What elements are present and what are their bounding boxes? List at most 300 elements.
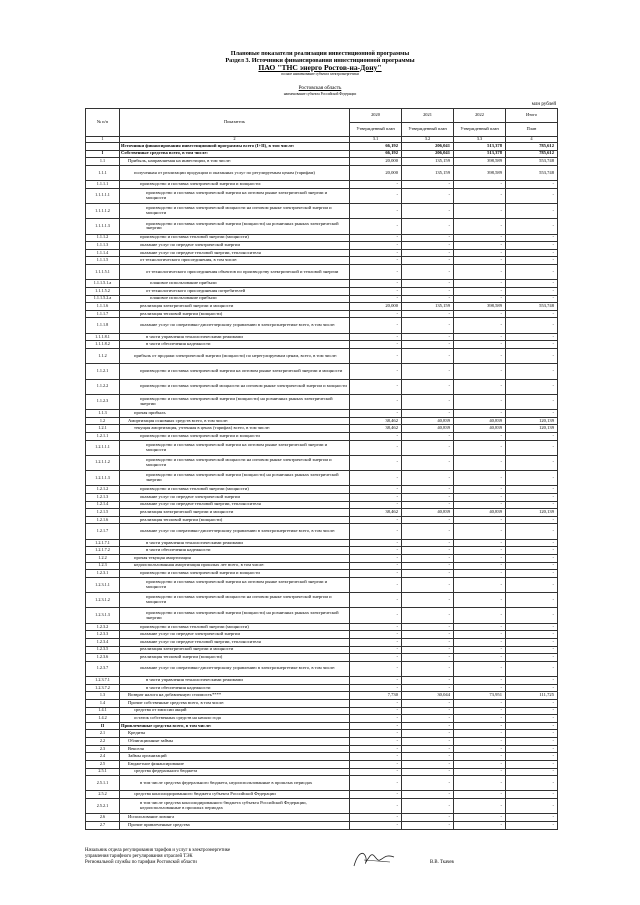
row-value: -: [506, 631, 558, 639]
row-indicator: средства федерального бюджета: [120, 768, 350, 776]
row-value: -: [506, 684, 558, 692]
table-row: [86, 654, 558, 662]
row-value: -: [402, 493, 454, 501]
table-row: [86, 570, 558, 578]
row-indicator: прочая прибыль: [120, 410, 350, 418]
row-value: -: [506, 814, 558, 822]
row-value: -: [506, 623, 558, 631]
row-value: 553,748: [506, 165, 558, 180]
row-value: 553,748: [506, 158, 558, 166]
row-number: 1.2.3.1.2: [86, 593, 120, 608]
row-value: -: [350, 646, 402, 654]
row-value: -: [402, 539, 454, 547]
row-value: -: [402, 577, 454, 592]
row-indicator: производство и поставка электрической энергии и мощности:: [120, 181, 350, 189]
row-value: -: [506, 821, 558, 829]
row-value: 111,725: [506, 692, 558, 700]
row-number: 1.2.3.2: [86, 623, 120, 631]
row-value: -: [454, 493, 506, 501]
row-value: -: [506, 181, 558, 189]
row-value: -: [506, 753, 558, 761]
row-value: -: [454, 562, 506, 570]
row-value: -: [454, 791, 506, 799]
row-indicator: плановое использование прибыли: [120, 280, 350, 288]
row-number: 1.1.1.2: [86, 234, 120, 242]
row-indicator: Возврат налога на добавленную стоимость****: [120, 692, 350, 700]
row-number: 1.2: [86, 417, 120, 425]
row-value: -: [350, 562, 402, 570]
row-value: 206,041: [402, 150, 454, 158]
row-value: -: [350, 638, 402, 646]
row-number: 1.2.1.3: [86, 493, 120, 501]
row-number: 1.1.2.2: [86, 379, 120, 394]
row-value: -: [506, 249, 558, 257]
row-value: -: [454, 593, 506, 608]
header-year-2020: 2020: [350, 109, 402, 123]
row-value: -: [506, 661, 558, 676]
row-value: -: [402, 638, 454, 646]
row-value: -: [402, 715, 454, 723]
row-number: 1.1.1.4: [86, 249, 120, 257]
table-row: [86, 287, 558, 295]
table-row: [86, 753, 558, 761]
row-value: -: [402, 684, 454, 692]
row-number: 1.2.3: [86, 562, 120, 570]
table-row: [86, 417, 558, 425]
row-value: -: [454, 577, 506, 592]
row-value: -: [350, 219, 402, 234]
table-row: [86, 760, 558, 768]
row-value: -: [454, 745, 506, 753]
row-number: 1.2.1.4: [86, 501, 120, 509]
row-value: -: [506, 204, 558, 219]
header-sub-total: План: [506, 123, 558, 137]
row-indicator: производство и поставка электрической мощности на оптовом рынке электрической энергии и мощности: [120, 379, 350, 394]
row-value: 7,730: [350, 692, 402, 700]
table-row: [86, 143, 558, 151]
row-value: -: [454, 738, 506, 746]
row-value: -: [350, 379, 402, 394]
row-number: 2.7: [86, 821, 120, 829]
row-indicator: Векселя: [120, 745, 350, 753]
row-value: -: [454, 257, 506, 265]
row-value: -: [506, 234, 558, 242]
table-row: [86, 646, 558, 654]
row-indicator: Облигационные займы: [120, 738, 350, 746]
table-row: [86, 554, 558, 562]
row-value: -: [454, 287, 506, 295]
row-value: -: [350, 310, 402, 318]
row-value: -: [454, 730, 506, 738]
row-value: -: [402, 608, 454, 623]
row-value: 20,000: [350, 158, 402, 166]
row-indicator: реализация тепловой энергии (мощности): [120, 310, 350, 318]
row-value: -: [402, 204, 454, 219]
row-value: -: [454, 722, 506, 730]
header-sub-2022: Утвержденный план: [454, 123, 506, 137]
table-row: [86, 501, 558, 509]
row-value: -: [350, 745, 402, 753]
row-number: 1.2.3.3: [86, 631, 120, 639]
row-value: 40,839: [454, 417, 506, 425]
row-indicator: производство и поставка электрической энергии на оптовом рынке электрической энергии и мощности: [120, 364, 350, 379]
row-value: -: [350, 753, 402, 761]
row-value: -: [402, 768, 454, 776]
row-value: -: [506, 242, 558, 250]
row-value: -: [454, 410, 506, 418]
row-number: 2.4: [86, 753, 120, 761]
row-indicator: в части управления технологическими режимами: [120, 539, 350, 547]
row-value: -: [454, 333, 506, 341]
row-value: -: [454, 516, 506, 524]
row-value: -: [506, 440, 558, 455]
row-value: -: [350, 524, 402, 539]
row-number: 2.5.2.1: [86, 799, 120, 814]
row-indicator: производство и поставка электрической энергии (мощности) на розничных рынках электрической энергии: [120, 608, 350, 623]
table-row: [86, 577, 558, 592]
header-indicator: Показатель: [120, 109, 350, 137]
table-row: [86, 722, 558, 730]
row-indicator: реализация тепловой энергии (мощности): [120, 654, 350, 662]
table-row: [86, 509, 558, 517]
row-number: 2.6: [86, 814, 120, 822]
row-indicator: Источники финансирования инвестиционной программы всего (I+II), в том числе:: [120, 143, 350, 151]
row-value: -: [350, 188, 402, 203]
row-value: 513,378: [454, 143, 506, 151]
row-value: -: [350, 623, 402, 631]
row-value: -: [506, 318, 558, 333]
row-number: 1.2.1.1.3: [86, 471, 120, 486]
row-value: -: [350, 760, 402, 768]
row-value: -: [506, 646, 558, 654]
row-value: -: [454, 280, 506, 288]
row-value: -: [350, 791, 402, 799]
row-indicator: реализация тепловой энергии (мощности): [120, 516, 350, 524]
row-value: -: [454, 768, 506, 776]
row-value: -: [350, 364, 402, 379]
row-indicator: производство и поставка электрической энергии (мощности) на розничных рынках электрической энергии: [120, 219, 350, 234]
row-value: -: [454, 295, 506, 303]
row-indicator: остаток собственных средств на начало года: [120, 715, 350, 723]
row-value: -: [402, 394, 454, 409]
row-number: 1.3: [86, 692, 120, 700]
row-value: -: [402, 333, 454, 341]
table-row: [86, 265, 558, 280]
row-value: -: [350, 280, 402, 288]
row-value: -: [454, 265, 506, 280]
table-row: [86, 638, 558, 646]
row-indicator: от технологического присоединения потребителей: [120, 287, 350, 295]
row-number: 1.1.1.8.2: [86, 341, 120, 349]
row-value: -: [350, 287, 402, 295]
row-value: 398,589: [454, 303, 506, 311]
row-number: 1.1.2.3: [86, 394, 120, 409]
row-value: -: [402, 814, 454, 822]
row-value: -: [454, 471, 506, 486]
row-number: 2.2: [86, 738, 120, 746]
row-value: 398,589: [454, 165, 506, 180]
header-sub-2020: Утвержденный план: [350, 123, 402, 137]
row-value: -: [350, 455, 402, 470]
row-number: 1.2.1.6: [86, 516, 120, 524]
table-row: [86, 486, 558, 494]
table-row: [86, 204, 558, 219]
row-value: -: [454, 776, 506, 791]
row-value: 553,748: [506, 303, 558, 311]
row-value: -: [454, 814, 506, 822]
row-value: -: [350, 707, 402, 715]
row-number: 1.2.3.7.1: [86, 677, 120, 685]
row-value: -: [402, 623, 454, 631]
table-row: [86, 188, 558, 203]
region-name: Ростовская область: [298, 85, 342, 91]
table-row: [86, 181, 558, 189]
row-value: -: [506, 257, 558, 265]
header-sub-2021: Утвержденный план: [402, 123, 454, 137]
row-number: 1.2.3.6: [86, 654, 120, 662]
row-value: 73,951: [454, 692, 506, 700]
row-indicator: в части обеспечения надежности: [120, 684, 350, 692]
table-row: [86, 234, 558, 242]
row-value: -: [506, 715, 558, 723]
row-number: 2.5.1.1: [86, 776, 120, 791]
row-value: -: [454, 547, 506, 555]
row-indicator: прибыль от продажи электрической энергии (мощности) по нерегулируемым ценам, всего, в том числе:: [120, 348, 350, 363]
row-number: 1.2.1.1: [86, 432, 120, 440]
row-indicator: производство и поставка тепловой энергии (мощности): [120, 234, 350, 242]
financing-table: [85, 108, 558, 830]
row-value: -: [402, 699, 454, 707]
row-value: -: [350, 715, 402, 723]
row-number: 1.1.1.5.2: [86, 287, 120, 295]
row-value: -: [402, 791, 454, 799]
row-value: -: [506, 654, 558, 662]
row-value: -: [454, 364, 506, 379]
row-value: -: [454, 188, 506, 203]
row-indicator: от технологического присоединения объектов по производству электрической и тепловой энергии: [120, 265, 350, 280]
table-row: [86, 364, 558, 379]
row-value: -: [506, 638, 558, 646]
row-indicator: Собственные средства всего, в том числе:: [120, 150, 350, 158]
row-value: -: [506, 341, 558, 349]
table-row: [86, 715, 558, 723]
signer-position-2: управления тарифного регулирования отраслей ТЭК: [85, 854, 193, 859]
row-value: -: [506, 699, 558, 707]
row-value: -: [506, 562, 558, 570]
row-value: -: [506, 768, 558, 776]
row-value: -: [350, 501, 402, 509]
row-value: -: [454, 677, 506, 685]
row-value: -: [350, 394, 402, 409]
row-value: -: [454, 310, 506, 318]
row-value: -: [350, 486, 402, 494]
header-idx: 4: [506, 137, 558, 143]
row-value: 40,839: [402, 417, 454, 425]
row-indicator: производство и поставка электрической энергии и мощности: [120, 570, 350, 578]
row-indicator: Прибыль, направляемая на инвестиции, в том числе:: [120, 158, 350, 166]
row-value: -: [454, 486, 506, 494]
row-value: -: [402, 341, 454, 349]
row-value: -: [506, 501, 558, 509]
row-value: -: [402, 265, 454, 280]
row-value: -: [506, 295, 558, 303]
row-indicator: производство и поставка тепловой энергии (мощности): [120, 623, 350, 631]
row-value: -: [402, 677, 454, 685]
row-value: -: [506, 547, 558, 555]
row-value: -: [454, 181, 506, 189]
table-row: [86, 455, 558, 470]
row-value: -: [350, 593, 402, 608]
header-year-2022: 2022: [454, 109, 506, 123]
row-value: 40,839: [454, 509, 506, 517]
table-row: [86, 684, 558, 692]
table-row: [86, 821, 558, 829]
row-number: 2.3: [86, 745, 120, 753]
unit-label: млн рублей: [531, 102, 556, 107]
row-value: -: [402, 287, 454, 295]
table-row: [86, 799, 558, 814]
row-value: -: [506, 287, 558, 295]
table-row: [86, 738, 558, 746]
row-value: -: [350, 516, 402, 524]
row-value: -: [506, 471, 558, 486]
row-value: -: [402, 562, 454, 570]
header-num: № п/п: [86, 109, 120, 137]
row-number: 1.1.1.8: [86, 318, 120, 333]
row-value: -: [454, 799, 506, 814]
table-row: [86, 410, 558, 418]
row-value: -: [506, 516, 558, 524]
row-indicator: производство и поставка электрической энергии и мощности: [120, 432, 350, 440]
row-value: 135,159: [402, 158, 454, 166]
row-value: -: [506, 791, 558, 799]
row-value: -: [402, 631, 454, 639]
row-value: -: [402, 524, 454, 539]
row-value: 66,192: [350, 143, 402, 151]
row-indicator: реализация электрической энергии и мощности: [120, 509, 350, 517]
row-indicator: в части управления технологическими режимами: [120, 333, 350, 341]
row-number: 1.2.3.4: [86, 638, 120, 646]
table-row: [86, 165, 558, 180]
row-value: -: [402, 646, 454, 654]
row-value: -: [350, 814, 402, 822]
row-value: 120,139: [506, 417, 558, 425]
row-value: -: [350, 295, 402, 303]
table-row: [86, 745, 558, 753]
row-value: 135,159: [402, 165, 454, 180]
row-indicator: Прочие собственные средства всего, в том числе:: [120, 699, 350, 707]
row-number: 1.1.1.1.3: [86, 219, 120, 234]
row-number: I: [86, 150, 120, 158]
row-value: 38,462: [350, 417, 402, 425]
row-value: 40,839: [454, 425, 506, 433]
row-value: -: [506, 677, 558, 685]
row-number: 1.4: [86, 699, 120, 707]
row-number: 1.2.3.1.3: [86, 608, 120, 623]
row-value: -: [454, 638, 506, 646]
row-value: 20,000: [350, 165, 402, 180]
table-row: [86, 318, 558, 333]
row-value: -: [402, 348, 454, 363]
row-value: -: [506, 280, 558, 288]
row-indicator: Прочие привлеченные средства: [120, 821, 350, 829]
header-idx: 3.3: [454, 137, 506, 143]
row-indicator: полученная от реализации продукции и оказанных услуг по регулируемым ценам (тарифам): [120, 165, 350, 180]
row-value: -: [506, 188, 558, 203]
row-value: -: [402, 364, 454, 379]
row-value: -: [350, 204, 402, 219]
row-indicator: оказание услуг по передаче тепловой энергии, теплоносителя: [120, 501, 350, 509]
row-number: 1.2.3.1: [86, 570, 120, 578]
row-indicator: средства консолидированного бюджета субъекта Российской Федерации: [120, 791, 350, 799]
row-value: -: [350, 821, 402, 829]
row-value: -: [402, 516, 454, 524]
row-value: -: [454, 753, 506, 761]
row-value: -: [402, 280, 454, 288]
row-value: -: [506, 333, 558, 341]
table-row: [86, 699, 558, 707]
row-value: -: [454, 646, 506, 654]
row-value: -: [350, 493, 402, 501]
row-value: 785,612: [506, 143, 558, 151]
row-indicator: производство и поставка электрической мощности на оптовом рынке электрической энергии и мощности: [120, 455, 350, 470]
row-number: 1.1.1.5.1.a: [86, 280, 120, 288]
row-value: -: [350, 181, 402, 189]
row-number: 2.5.2: [86, 791, 120, 799]
row-value: -: [454, 341, 506, 349]
row-value: -: [454, 608, 506, 623]
row-number: 1.1.3: [86, 410, 120, 418]
header-total: Итого: [506, 109, 558, 123]
row-value: -: [350, 554, 402, 562]
row-value: -: [454, 707, 506, 715]
row-value: -: [350, 768, 402, 776]
row-number: 1.1.1: [86, 165, 120, 180]
row-value: -: [350, 410, 402, 418]
row-indicator: реализация электрической энергии и мощности: [120, 303, 350, 311]
title-line-2: Раздел 3. Источники финансирования инвестиционной программы: [225, 57, 415, 64]
row-indicator: Амортизация основных средств всего, в том числе:: [120, 417, 350, 425]
row-value: 785,612: [506, 150, 558, 158]
row-indicator: недоиспользованная амортизация прошлых лет всего, в том числе:: [120, 562, 350, 570]
table-row: [86, 249, 558, 257]
table-row: [86, 158, 558, 166]
row-value: -: [454, 684, 506, 692]
row-value: -: [454, 524, 506, 539]
row-value: -: [402, 707, 454, 715]
row-indicator: в том числе средства федерального бюджета, недоиспользованные в прошлых периодах: [120, 776, 350, 791]
table-row: [86, 310, 558, 318]
row-value: -: [454, 821, 506, 829]
header-idx: 3.2: [402, 137, 454, 143]
row-value: -: [454, 501, 506, 509]
row-value: -: [506, 707, 558, 715]
row-value: -: [506, 539, 558, 547]
row-value: -: [402, 760, 454, 768]
row-value: -: [506, 394, 558, 409]
row-value: -: [350, 699, 402, 707]
row-number: 1.2.1.5: [86, 509, 120, 517]
row-value: -: [350, 471, 402, 486]
row-indicator: Использование лизинга: [120, 814, 350, 822]
signature-block: [85, 848, 325, 866]
row-value: -: [350, 547, 402, 555]
row-value: -: [402, 722, 454, 730]
table-row: [86, 524, 558, 539]
row-value: -: [350, 249, 402, 257]
row-value: -: [506, 554, 558, 562]
row-indicator: реализация электрической энергии и мощности: [120, 646, 350, 654]
